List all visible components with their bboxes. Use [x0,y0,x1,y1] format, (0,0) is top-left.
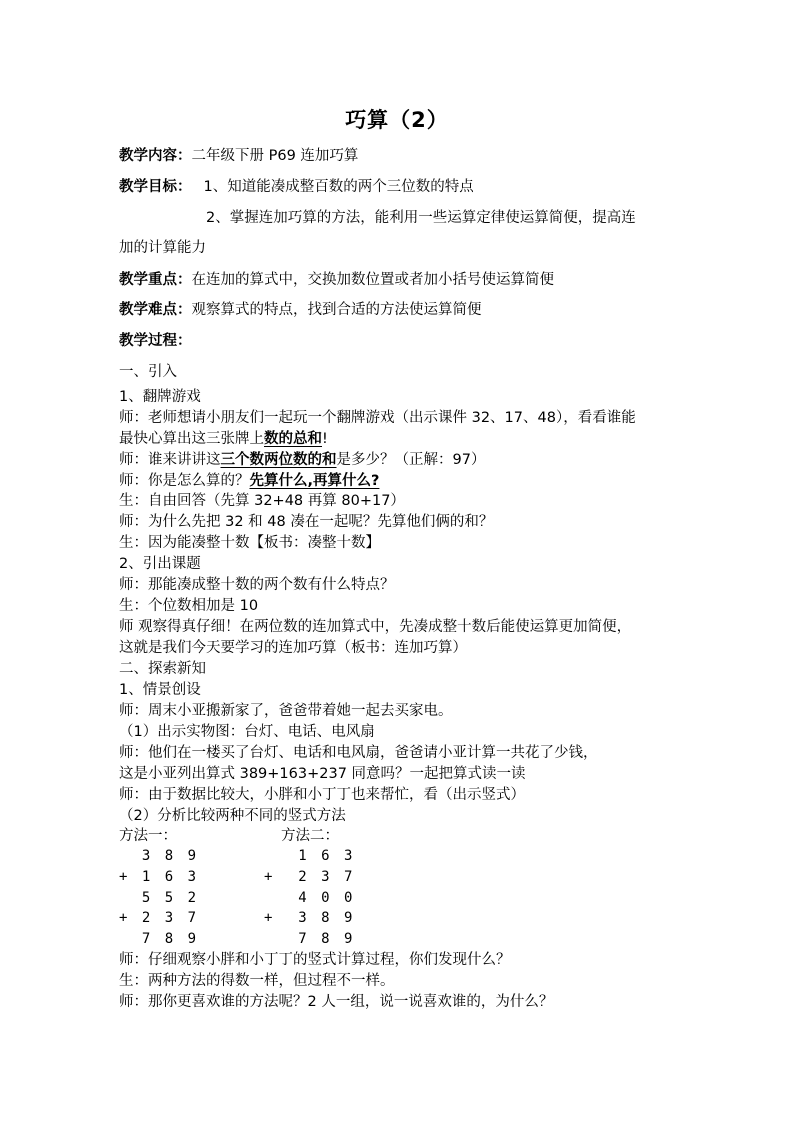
method-2-row-5: 7 8 9 [264,931,356,947]
para-1b [119,429,328,449]
content-text: 二年级下册 P69 连加巧算 [191,148,359,164]
para-2 [119,450,485,470]
key-label: 教学重点： [119,272,192,288]
para-18: 师：那你更喜欢谁的方法呢？2 人一组，说一说喜欢谁的，为什么？ [119,994,554,1010]
para-15: （2）分析比较两种不同的竖式方法 [119,808,346,824]
method-1-row-4: + 2 3 7 [119,910,200,926]
difficulty-line [119,300,482,320]
difficulty-label: 教学难点： [119,302,192,318]
para-7: 师：那能凑成整十数的两个数有什么特点？ [119,577,395,593]
para-13: 这是小亚列出算式 389+163+237 同意吗？一起把算式读一读 [119,766,526,782]
key-line [119,270,554,290]
method-1-row-1: 3 8 9 [119,848,200,864]
para-9a: 师 观察得真仔细！在两位数的连加算式中，先凑成整十数后能使运算更加简便， [119,619,632,635]
para-9b: 这就是我们今天要学习的连加巧算（板书：连加巧算） [119,640,467,656]
method-1-row-5: 7 8 9 [119,931,200,947]
difficulty-text: 观察算式的特点，找到合适的方法使运算简便 [191,302,482,318]
method-2-row-3: 4 0 0 [264,890,356,906]
section-1: 一、引入 [119,364,177,380]
method-1-row-3: 5 5 2 [119,890,200,906]
method-2-row-1: 1 6 3 [264,848,356,864]
para-11: （1）出示实物图：台灯、电话、电风扇 [119,724,375,740]
goals-label: 教学目标： [119,179,192,195]
method-2-row-2: + 2 3 7 [264,869,356,885]
para-10: 师：周末小亚搬新家了，爸爸带着她一起去买家电。 [119,703,453,719]
section-1-2: 2、引出课题 [119,556,201,572]
para-14: 师：由于数据比较大，小胖和小丁丁也来帮忙，看（出示竖式） [119,787,525,803]
method-1-row-2: + 1 6 3 [119,869,200,885]
para-3 [119,471,379,491]
para-17: 生：两种方法的得数一样，但过程不一样。 [119,973,395,989]
page-title: 巧算（2） [345,108,449,132]
para-12: 师：他们在一楼买了台灯、电话和电风扇，爸爸请小亚计算一共花了少钱， [119,745,598,761]
para-5: 师：为什么先把 32 和 48 凑在一起呢？先算他们俩的和？ [119,514,494,530]
process-label: 教学过程： [119,333,192,349]
para-3-emphasis: 先算什么,再算什么? [249,473,380,489]
para-8: 生：个位数相加是 10 [119,598,259,614]
goal-1: 1、知道能凑成整百数的两个三位数的特点 [203,179,474,195]
method-2-row-4: + 3 8 9 [264,910,356,926]
para-1a: 师：老师想请小朋友们一起玩一个翻牌游戏（出示课件 32、17、48），看看谁能 [119,410,636,426]
para-2-end: 是多少？（正解：97） [336,452,486,468]
para-4: 生：自由回答（先算 32+48 再算 80+17） [119,493,405,509]
method-1-label: 方法一： [119,828,177,844]
para-6: 生：因为能凑整十数【板书：凑整十数】 [119,535,380,551]
para-3-text: 师：你是怎么算的？ [119,473,250,489]
para-1b-emphasis: 数的总和 [264,431,322,447]
goals-line [119,177,474,197]
section-1-1: 1、翻牌游戏 [119,389,201,405]
content-line [119,146,358,166]
section-2: 二、探索新知 [119,661,206,677]
para-2-emphasis: 三个数两位数的和 [220,452,337,468]
para-1b-text: 最快心算出这三张牌上 [119,431,264,447]
para-2-text: 师：谁来讲讲这 [119,452,221,468]
goal-2a: 2、掌握连加巧算的方法，能利用一些运算定律使运算简便，提高连 [206,210,636,226]
method-2-label: 方法二： [281,828,339,844]
content-label: 教学内容： [119,148,192,164]
goal-2b: 加的计算能力 [119,240,206,256]
para-16: 师：仔细观察小胖和小丁丁的竖式计算过程，你们发现什么？ [119,952,511,968]
section-2-1: 1、情景创设 [119,682,201,698]
key-text: 在连加的算式中，交换加数位置或者加小括号使运算简便 [191,272,554,288]
para-1b-end: ! [322,431,328,447]
